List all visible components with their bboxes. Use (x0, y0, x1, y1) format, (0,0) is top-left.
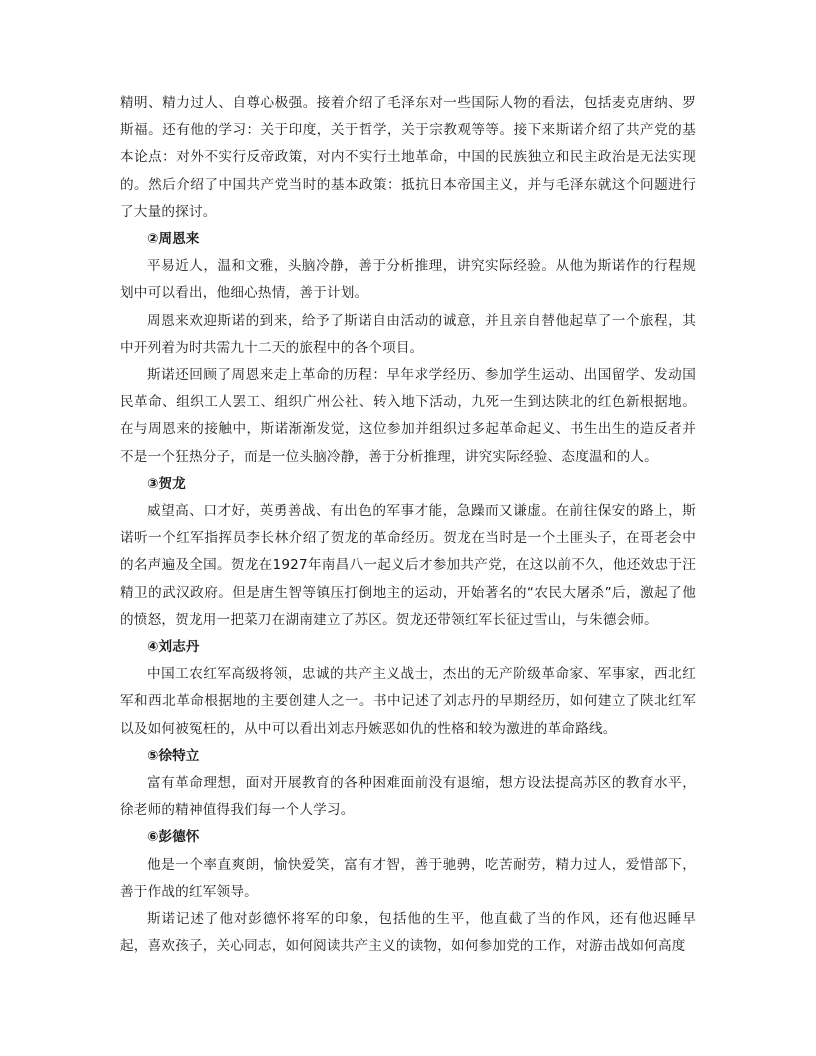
section-heading-liu-zhidan: ④刘志丹 (147, 639, 200, 656)
body-paragraph: 平易近人，温和文雅，头脑冷静，善于分析推理，讲究实际经验。从他为斯诺作的行程规划中可以看出，他细心热情，善于计划。 (120, 258, 696, 302)
body-paragraph: 斯诺还回顾了周恩来走上革命的历程：早年求学经历、参加学生运动、出国留学、发动国民革命、组织工人罢工、组织广州公社、转入地下活动，九死一生到达陕北的红色新根据地。在与周恩来的接触中，斯诺渐渐发觉，这位参加并组织过多起革命起义、书生出生的造反者并不是一个狂热分子，而是一位头脑冷静，善于分析推理，讲究实际经验、态度温和的人。 (120, 367, 696, 465)
body-paragraph: 周恩来欢迎斯诺的到来，给予了斯诺自由活动的诚意，并且亲自替他起草了一个旅程，其中开列着为时共需九十二天的旅程中的各个项目。 (120, 312, 696, 356)
body-paragraph: 中国工农红军高级将领，忠诚的共产主义战士，杰出的无产阶级革命家、军事家，西北红军和西北革命根据地的主要创建人之一。书中记述了刘志丹的早期经历，如何建立了陕北红军以及如何被冤枉的，从中可以看出刘志丹嫉恶如仇的性格和较为激进的革命路线。 (120, 666, 696, 737)
body-paragraph: 精明、精力过人、自尊心极强。接着介绍了毛泽东对一些国际人物的看法，包括麦克唐纳、罗斯福。还有他的学习：关于印度，关于哲学，关于宗教观等等。接下来斯诺介绍了共产党的基本论点：对外不实行反帝政策，对内不实行土地革命，中国的民族独立和民主政治是无法实现的。然后介绍了中国共产党当时的基本政策：抵抗日本帝国主义，并与毛泽东就这个问题进行了大量的探讨。 (120, 95, 696, 220)
body-paragraph: 斯诺记述了他对彭德怀将军的印象，包括他的生平，他直截了当的作风，还有他迟睡早起，喜欢孩子，关心同志，如何阅读共产主义的读物，如何参加党的工作，对游击战如何高度 (120, 911, 696, 955)
section-heading-xu-teli: ⑤徐特立 (147, 747, 200, 764)
body-paragraph: 威望高、口才好，英勇善战、有出色的军事才能，急躁而又谦虚。在前往保安的路上，斯诺听一个红军指挥员李长林介绍了贺龙的革命经历。贺龙在当时是一个土匪头子，在哥老会中的名声遍及全国。贺龙在1927年南昌八一起义后才参加共产党，在这以前不久，他还效忠于汪精卫的武汉政府。但是唐生智等镇压打倒地主的运动，开始著名的“农民大屠杀”后，激起了他的愤怒，贺龙用一把菜刀在湖南建立了苏区。贺龙还带领红军长征过雪山，与朱德会师。 (120, 503, 696, 628)
section-heading-peng-dehuai: ⑥彭德怀 (147, 829, 200, 846)
body-paragraph: 富有革命理想，面对开展教育的各种困难面前没有退缩，想方设法提高苏区的教育水平，徐老师的精神值得我们每一个人学习。 (120, 775, 696, 819)
section-heading-zhou-enlai: ②周恩来 (147, 231, 200, 248)
body-paragraph: 他是一个率直爽朗，愉快爱笑，富有才智，善于驰骋，吃苦耐劳，精力过人，爱惜部下，善于作战的红军领导。 (120, 856, 696, 900)
document-page (120, 90, 696, 961)
section-heading-he-long: ③贺龙 (147, 475, 186, 492)
